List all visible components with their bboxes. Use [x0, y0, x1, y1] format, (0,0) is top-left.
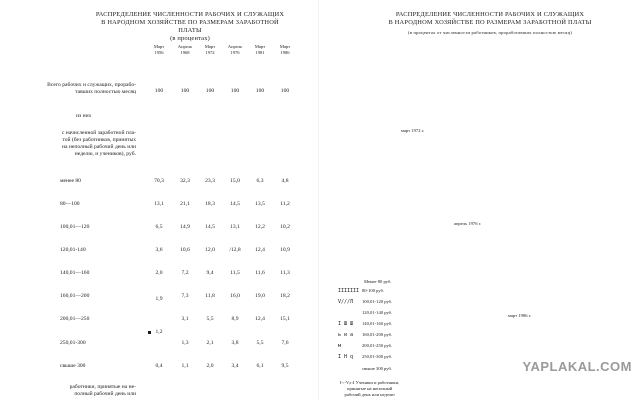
- total-value: 100: [180, 88, 190, 94]
- column-header: [247, 44, 273, 56]
- column-header: [272, 44, 298, 56]
- column-month: Март: [153, 44, 165, 49]
- page-divider: [318, 0, 319, 400]
- legend-swatch: IIIIIII: [338, 288, 360, 294]
- legend-swatch: V///Л: [338, 299, 354, 305]
- legend-footer: I-:-V;r:I Ученики и работники, принятые на неполный рабочий день или неделю: [340, 380, 400, 397]
- right-title-subtitle: (в процентах от численности работников, проработавших полностью месяц): [408, 30, 572, 35]
- table-cell: 11,8: [205, 293, 215, 299]
- total-value: 100: [205, 88, 215, 94]
- table-cell: 1,3: [181, 340, 189, 346]
- column-month: Апрель: [227, 44, 243, 49]
- table-cell: 12,4: [255, 247, 265, 253]
- table-cell: 11,5: [230, 270, 240, 276]
- column-header: [172, 44, 198, 56]
- row-label: свыше 300: [60, 363, 86, 369]
- row-label: 100,01—120: [60, 224, 90, 230]
- table-cell: 6,1: [256, 363, 264, 369]
- table-cell: 1,1: [181, 363, 189, 369]
- table-cell: 14,9: [180, 224, 190, 230]
- legend-text: свыше 300 руб.: [362, 366, 393, 371]
- row-label: 200,01—250: [60, 316, 90, 322]
- column-year: 1986: [280, 50, 290, 55]
- table-cell: 10,2: [280, 224, 290, 230]
- column-year: 1981: [255, 50, 265, 55]
- table-cell: 70,3: [154, 178, 164, 184]
- table-cell: 5,5: [256, 340, 264, 346]
- legend-heading: Менее 80 руб.: [364, 279, 392, 284]
- legend-text: 140,01-160 руб.: [362, 321, 393, 326]
- table-cell: 10,6: [180, 247, 190, 253]
- right-title-text: РАСПРЕДЕЛЕНИЕ ЧИСЛЕННОСТИ РАБОЧИХ И СЛУЖАЩИХ В НАРОДНОМ ХОЗЯЙСТВЕ ПО РАЗМЕРАМ ЗАРАБОТНОЙ ПЛАТЫ: [388, 11, 592, 26]
- row-label: 80—100: [60, 201, 80, 207]
- legend-text: 160,01-200 руб.: [362, 332, 393, 337]
- column-month: Март: [204, 44, 216, 49]
- table-cell: 3,4: [231, 363, 239, 369]
- label-march-1972: март 1972 г.: [401, 128, 425, 133]
- table-cell: 18,3: [205, 201, 215, 207]
- legend-text: 80-100 руб.: [362, 288, 385, 293]
- table-cell: 3,8: [231, 340, 239, 346]
- table-cell: 6,3: [256, 178, 264, 184]
- table-cell: 11,6: [255, 270, 265, 276]
- table-cell: 14,5: [230, 201, 240, 207]
- table-cell: 11,3: [280, 270, 290, 276]
- column-header: [146, 44, 172, 56]
- row-label: 140,01—160: [60, 270, 90, 276]
- left-title-text: РАСПРЕДЕЛЕНИЕ ЧИСЛЕННОСТИ РАБОЧИХ И СЛУЖАЩИХ В НАРОДНОМ ХОЗЯЙСТВЕ ПО РАЗМЕРАМ ЗАРАБОТНОЙ ПЛАТЫ: [95, 11, 285, 34]
- label-march-1986: март 1986 г.: [508, 313, 532, 318]
- table-cell: 0,4: [155, 363, 163, 369]
- table-cell: 7,6: [281, 340, 289, 346]
- column-year: 1976: [230, 50, 240, 55]
- total-value: 100: [280, 88, 290, 94]
- table-cell: 2,0: [206, 363, 214, 369]
- legend-swatch: I Н q: [338, 354, 354, 360]
- legend-swatch: ь и а: [338, 332, 354, 338]
- watermark: YAPLAKAL.COM: [522, 359, 632, 374]
- row-label: 250,01-300: [60, 340, 86, 346]
- table-cell: 3,6: [155, 247, 163, 253]
- legend-text: 250,01-300 руб.: [362, 354, 393, 359]
- table-cell: 9,4: [206, 270, 214, 276]
- table-cell: 16,0: [230, 293, 240, 299]
- table-cell: 2,1: [206, 340, 214, 346]
- table-cell: 1,2: [155, 329, 163, 335]
- column-year: 1972: [205, 50, 215, 55]
- table-cell: 19,0: [255, 293, 265, 299]
- total-value: 100: [154, 88, 164, 94]
- column-year: 1968: [180, 50, 190, 55]
- column-header: [197, 44, 223, 56]
- table-cell: 3,1: [181, 316, 189, 322]
- table-cell: 18,2: [280, 293, 290, 299]
- table-cell: 12,2: [255, 224, 265, 230]
- column-month: Март: [254, 44, 266, 49]
- table-cell: 7,2: [181, 270, 189, 276]
- table-cell: 6,5: [155, 224, 163, 230]
- bullet-mark: [148, 331, 151, 334]
- legend-swatch: I Ш Ш: [338, 321, 354, 327]
- legend-swatch: м: [338, 343, 342, 349]
- table-cell: 13,5: [255, 201, 265, 207]
- table-cell: 9,5: [281, 363, 289, 369]
- row-label: 160,01—200: [60, 293, 90, 299]
- table-cell: 21,1: [180, 201, 190, 207]
- table-cell: 32,3: [180, 178, 190, 184]
- row-label: менее 80: [60, 178, 81, 184]
- total-value: 100: [255, 88, 265, 94]
- table-cell: 11,2: [280, 201, 290, 207]
- column-month: Март: [279, 44, 291, 49]
- table-cell: 23,3: [205, 178, 215, 184]
- table-cell: 12,0: [205, 247, 215, 253]
- legend-text: 100,01-120 руб.: [362, 299, 393, 304]
- row-label: 120,01-140: [60, 247, 86, 253]
- legend-text: 200,01-250 руб.: [362, 343, 393, 348]
- legend-text: 120,01-140 руб.: [362, 310, 393, 315]
- accrued-label: с начисленной заработной пла- той (без работников, принятых на неполный рабочий день или неделю, и учеников), руб.: [61, 130, 136, 157]
- table-cell: 13,1: [230, 224, 240, 230]
- label-april-1976: апрель 1976 г.: [454, 221, 482, 226]
- table-cell: 12,4: [255, 316, 265, 322]
- left-title-subtitle: (в процентах): [170, 35, 210, 42]
- part-time-label: работники, принятые на не- полный рабочий день или: [69, 384, 136, 397]
- column-year: 1956: [154, 50, 164, 55]
- table-cell: 4,8: [281, 178, 289, 184]
- table-cell: 2,0: [155, 270, 163, 276]
- table-cell: 8,9: [231, 316, 239, 322]
- table-cell: 15,0: [230, 178, 240, 184]
- table-cell: 15,1: [280, 316, 290, 322]
- table-cell: 10,9: [280, 247, 290, 253]
- table-cell: /12,8: [229, 247, 241, 253]
- total-label: Всего рабочих и служащих, прорабо- тавших полностью месяц: [47, 82, 136, 95]
- table-cell: 1,9: [155, 296, 163, 302]
- table-cell: 5,5: [206, 316, 214, 322]
- of-them-label: из них: [76, 113, 92, 119]
- column-header: [222, 44, 248, 56]
- total-value: 100: [230, 88, 240, 94]
- table-cell: 14,5: [205, 224, 215, 230]
- table-cell: 7,3: [181, 293, 189, 299]
- right-page-title: [360, 3, 620, 45]
- table-cell: 13,1: [154, 201, 164, 207]
- column-month: Апрель: [177, 44, 193, 49]
